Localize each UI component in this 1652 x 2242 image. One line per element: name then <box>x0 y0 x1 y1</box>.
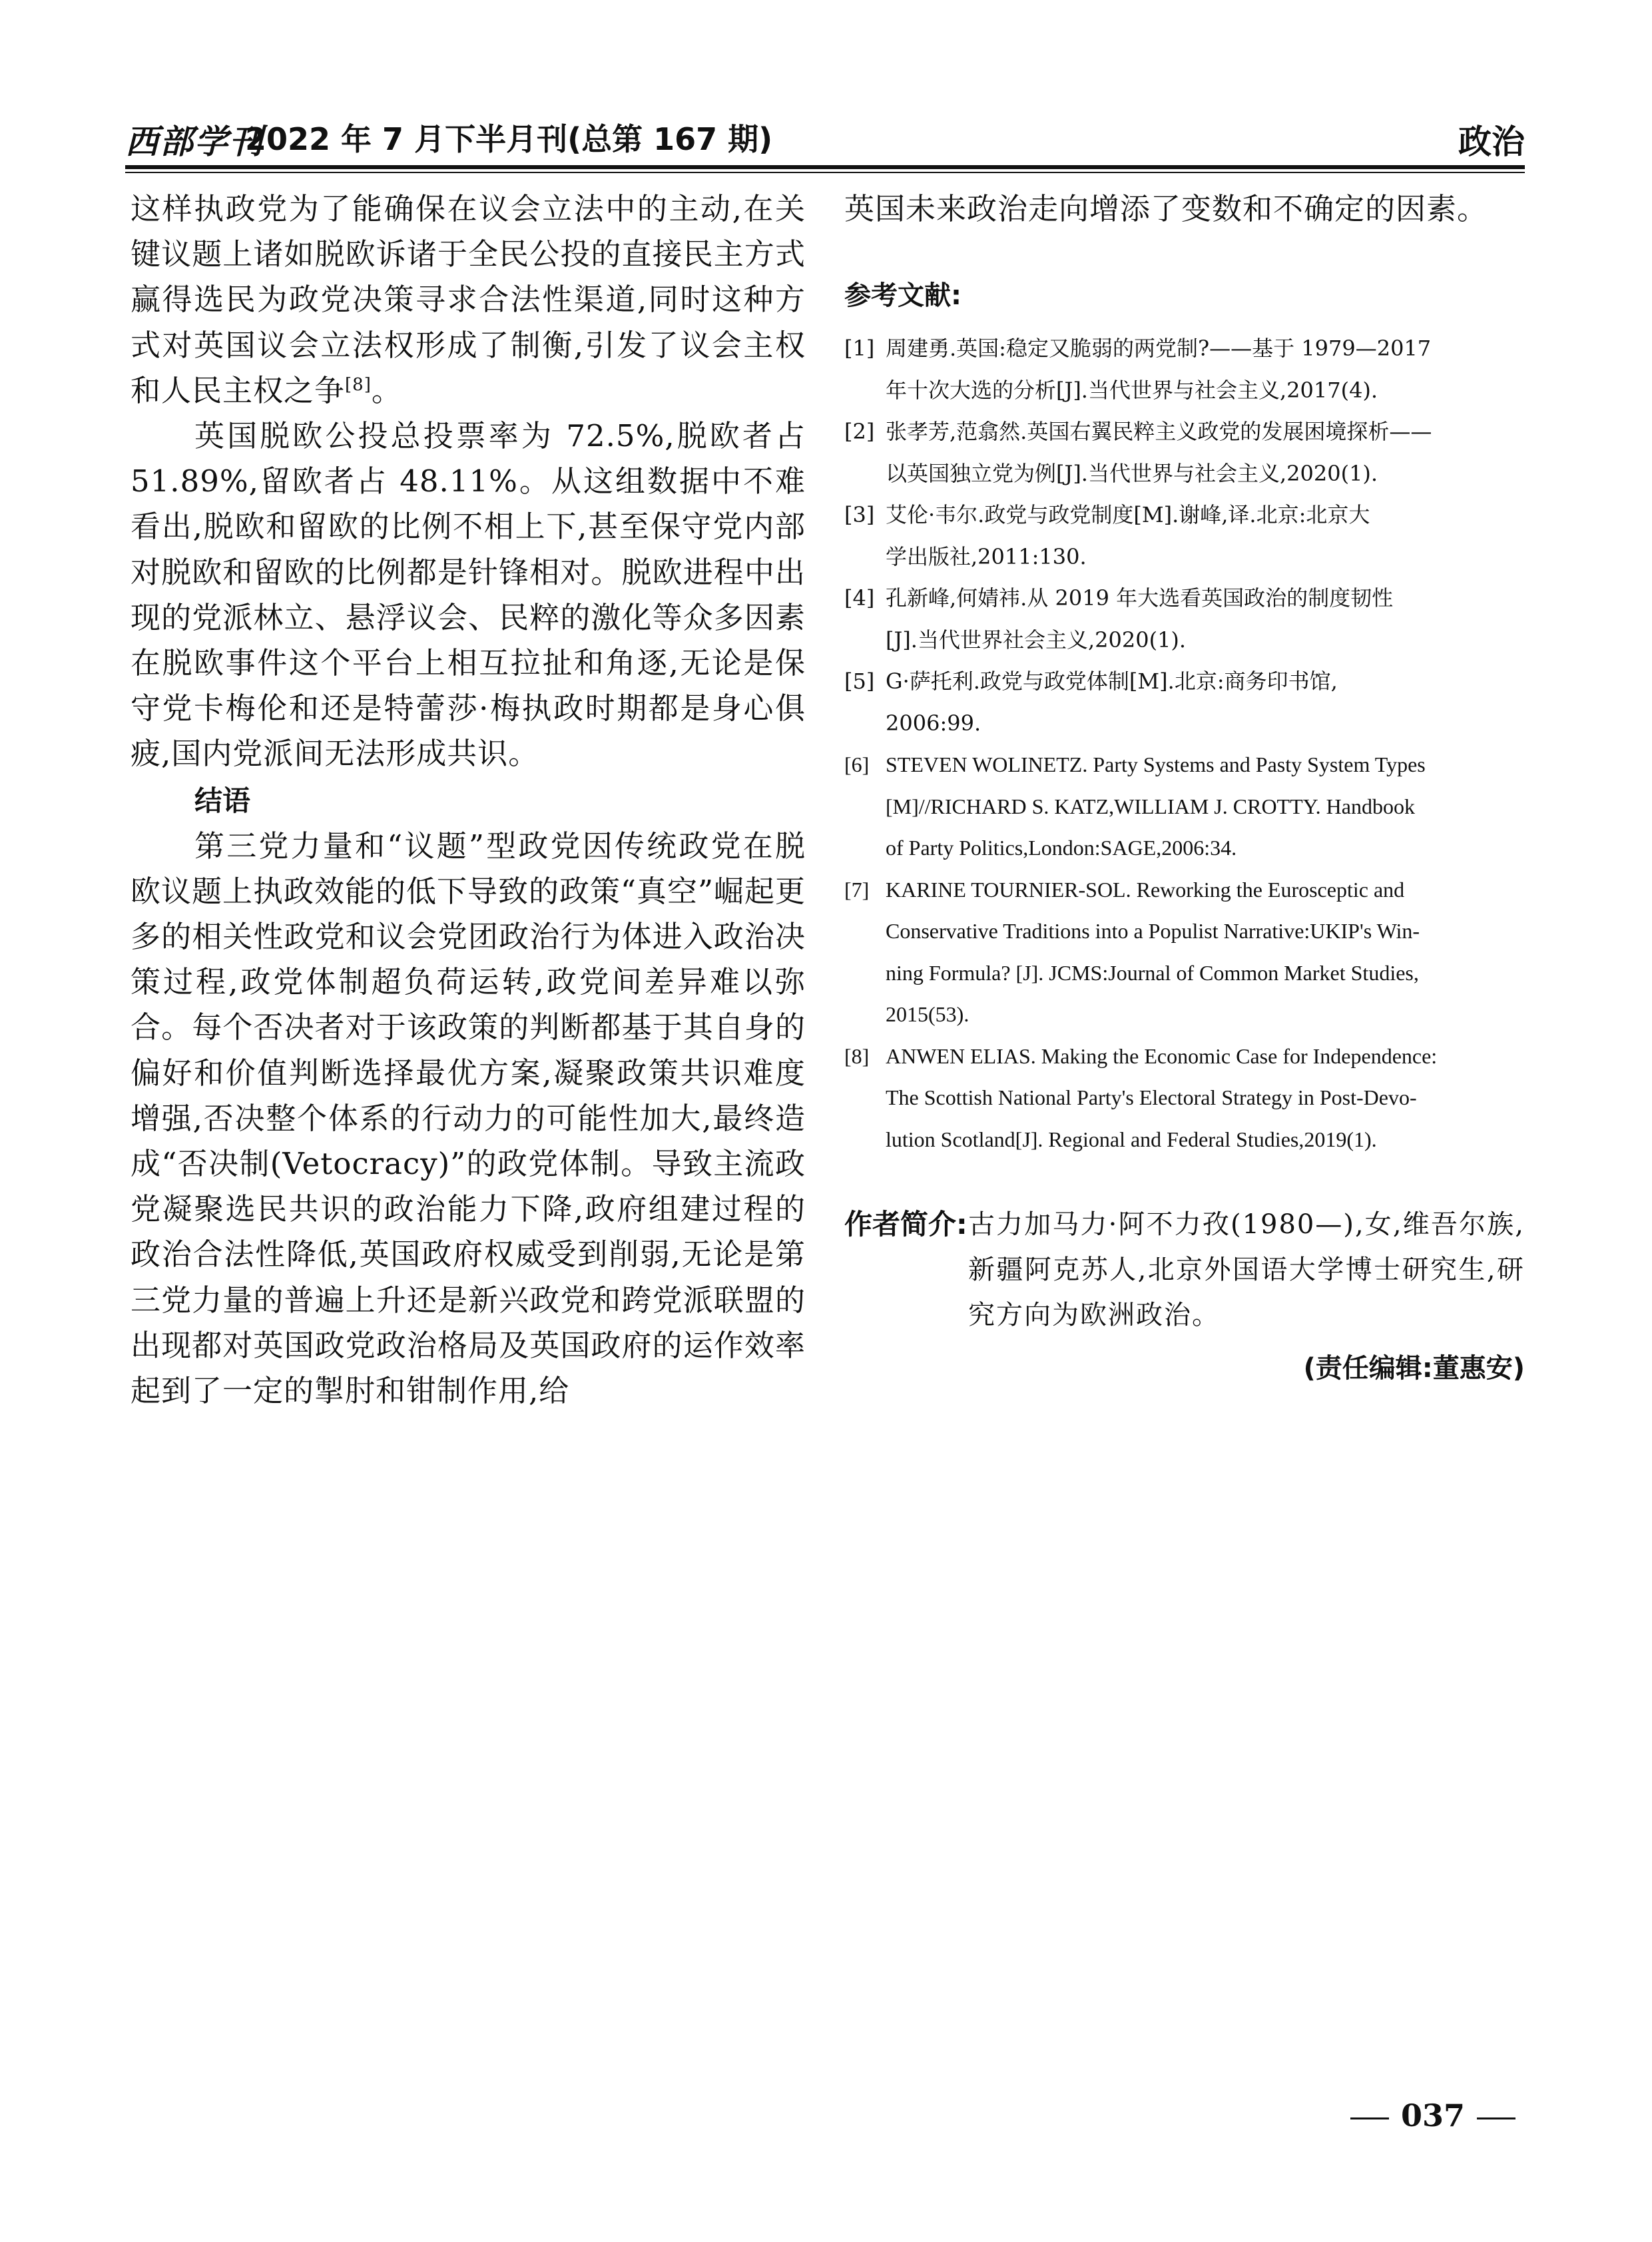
reference-line: Conservative Traditions into a Populist Narrative:UKIP's Win- <box>886 919 1420 944</box>
author-label: 作者简介: <box>844 1208 967 1241</box>
body-paragraph: 英国脱欧公投总投票率为 72.5%,脱欧者占 51.89%,留欧者占 48.11%。从这组数据中不难看出,脱欧和留欧的比例不相上下,甚至保守党内部对脱欧和留欧的比例都是针锋相对。脱欧进程中出现的党派林立、悬浮议会、民粹的激化等众多因素在脱欧事件这个平台上相互拉扯和角逐,无论是保守党卡梅伦和还是特蕾莎·梅执政时期都是身心俱疲,国内党派间无法形成共识。 <box>131 418 806 772</box>
reference-line: lution Scotland[J]. Regional and Federal Studies,2019(1). <box>886 1127 1377 1151</box>
reference-line: 以英国独立党为例[J].当代世界与社会主义,2020(1). <box>886 460 1378 486</box>
reference-line: ning Formula? [J]. JCMS:Journal of Common Market Studies, <box>886 960 1419 985</box>
running-header <box>125 110 1525 163</box>
header-rule-thin <box>125 172 1525 173</box>
reference-item <box>844 869 1525 1035</box>
reference-number: [7] <box>844 877 870 902</box>
issue-info: 2022 年 7 月下半月刊(总第 167 期) <box>245 121 773 157</box>
reference-item <box>844 1035 1525 1161</box>
reference-number: [8] <box>844 1043 870 1068</box>
body-paragraph-continuation: 英国未来政治走向增添了变数和不确定的因素。 <box>844 191 1488 226</box>
reference-item <box>844 661 1525 744</box>
reference-line: 年十次大选的分析[J].当代世界与社会主义,2017(4). <box>886 377 1378 403</box>
page-number-footer <box>1338 2098 1527 2133</box>
reference-line: 学出版社,2011:130. <box>886 543 1087 569</box>
body-paragraph: 第三党力量和“议题”型政党因传统政党在脱欧议题上执政效能的低下导致的政策“真空”崛起更多的相关性政党和议会党团政治行为体进入政治决策过程,政党体制超负荷运转,政党间差异难以弥合。每个否决者对于该政策的判断都基于其自身的偏好和价值判断选择最优方案,凝聚政策共识难度增强,否决整个体系的行动力的可能性加大,最终造成“否决制(Vetocracy)”的政党体制。导致主流政党凝聚选民共识的政治能力下降,政府组建过程的政治合法性降低,英国政府权威受到削弱,无论是第三党力量的普遍上升还是新兴政党和跨党派联盟的出现都对英国政党政治格局及英国政府的运作效率起到了一定的掣肘和钳制作用,给 <box>131 828 806 1409</box>
dash-right <box>1477 2117 1515 2119</box>
citation-mark: [8] <box>345 374 372 395</box>
reference-item <box>844 411 1525 494</box>
dash-left <box>1350 2117 1389 2119</box>
reference-line: 周建勇.英国:稳定又脆弱的两党制?——基于 1979—2017 <box>886 336 1432 362</box>
reference-number: [1] <box>844 336 875 362</box>
reference-line: 2015(53). <box>886 1002 969 1027</box>
reference-line: [M]//RICHARD S. KATZ,WILLIAM J. CROTTY. Handbook <box>886 794 1415 818</box>
right-column <box>844 186 1525 1160</box>
section-name: 政治 <box>1458 123 1525 161</box>
page-number: 037 <box>1401 2098 1466 2133</box>
reference-number: [2] <box>844 419 875 445</box>
paragraph-text: 这样执政党为了能确保在议会立法中的主动,在关键议题上诸如脱欧诉诸于全民公投的直接民主方式赢得选民为政党决策寻求合法性渠道,同时这种方式对英国议会立法权形成了制衡,引发了议会主权和人民主权之争 <box>131 191 806 408</box>
reference-line: STEVEN WOLINETZ. Party Systems and Pasty System Types <box>886 752 1426 777</box>
body-paragraph <box>131 186 806 414</box>
reference-line: 艾伦·韦尔.政党与政党制度[M].谢峰,译.北京:北京大 <box>886 502 1370 528</box>
header-rule <box>125 165 1525 169</box>
left-column <box>131 186 806 1414</box>
conclusion-heading: 结语 <box>194 784 251 817</box>
reference-list <box>844 328 1525 1160</box>
reference-number: [3] <box>844 502 875 528</box>
reference-line: The Scottish National Party's Electoral Strategy in Post-Devo- <box>886 1085 1417 1110</box>
reference-line: 孔新峰,何婧祎.从 2019 年大选看英国政治的制度韧性 <box>886 585 1394 611</box>
reference-item <box>844 494 1525 577</box>
reference-item <box>844 577 1525 661</box>
reference-item <box>844 744 1525 869</box>
reference-line: 2006:99. <box>886 710 981 736</box>
reference-line: 张孝芳,范翕然.英国右翼民粹主义政党的发展困境探析—— <box>886 419 1432 445</box>
references-heading: 参考文献: <box>844 280 962 312</box>
reference-number: [4] <box>844 585 875 611</box>
reference-line: [J].当代世界社会主义,2020(1). <box>886 627 1187 653</box>
reference-line: KARINE TOURNIER-SOL. Reworking the Eurosceptic and <box>886 877 1405 902</box>
journal-logo: 西部学刊 <box>125 122 264 161</box>
reference-line: G·萨托利.政党与政党体制[M].北京:商务印书馆, <box>886 669 1338 695</box>
reference-number: [5] <box>844 669 875 695</box>
reference-line: of Party Politics,London:SAGE,2006:34. <box>886 836 1237 860</box>
paragraph-end: 。 <box>371 372 402 408</box>
editor-credit: (责任编辑:董惠安) <box>1303 1353 1525 1384</box>
author-text: 古力加马力·阿不力孜(1980—),女,维吾尔族,新疆阿克苏人,北京外国语大学博士研究生,研究方向为欧洲政治。 <box>968 1209 1525 1330</box>
author-bio <box>844 1202 1525 1384</box>
reference-number: [6] <box>844 752 870 777</box>
reference-item <box>844 328 1525 411</box>
reference-line: ANWEN ELIAS. Making the Economic Case for Independence: <box>886 1043 1438 1068</box>
